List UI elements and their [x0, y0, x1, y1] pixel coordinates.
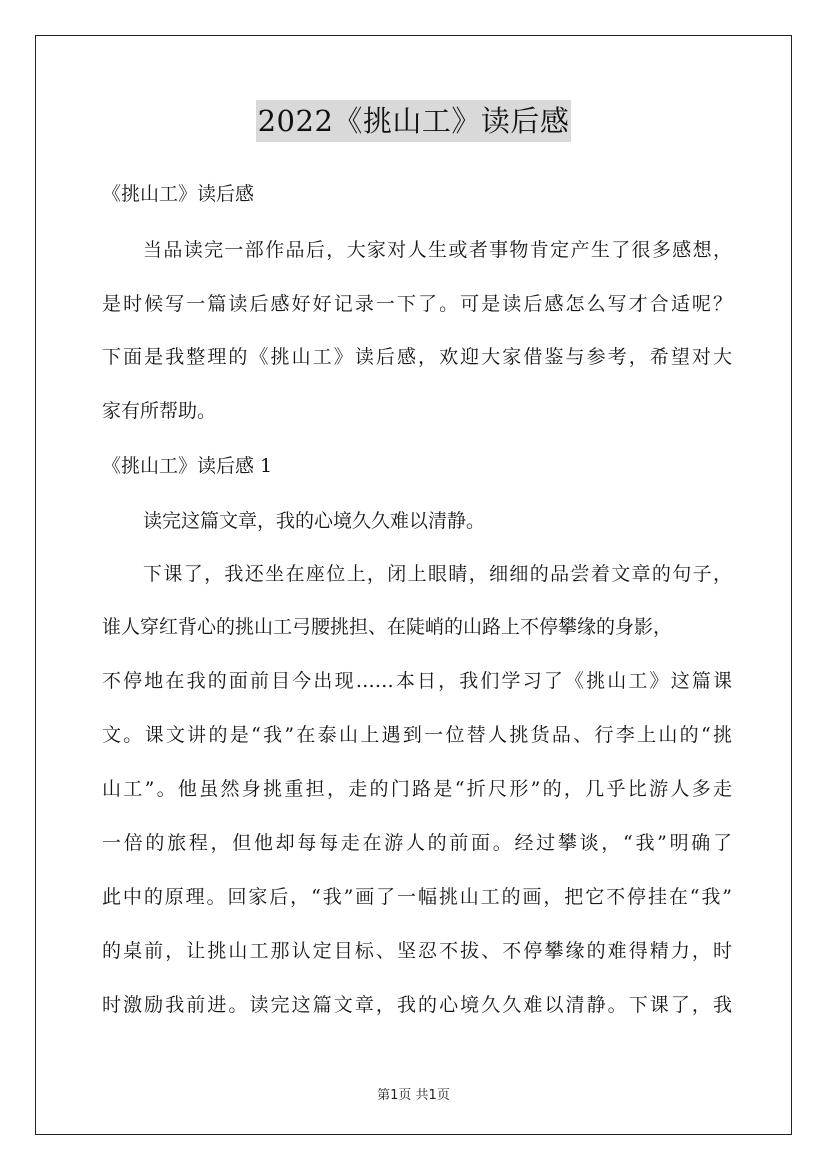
- paragraph-2-line-4: 文。课文讲的是“我”在泰山上遇到一位替人挑货品、行李上山的“挑: [102, 724, 732, 746]
- paragraph-2-line-2: 谁人穿红背心的挑山工弓腰挑担、在陡峭的山路上不停攀缘的身影，: [102, 616, 673, 638]
- paragraph-2-line-5: 山工”。他虽然身挑重担，走的门路是“折尺形”的，几乎比游人多走: [102, 778, 732, 800]
- paragraph-2-line-8: 的桌前，让挑山工那认定目标、坚忍不拔、不停攀缘的难得精力，时: [102, 940, 732, 962]
- subheading: 《挑山工》读后感: [102, 183, 255, 205]
- intro-line-2: 是时候写一篇读后感好好记录一下了。可是读后感怎么写才合适呢？: [102, 293, 732, 315]
- section-heading: 《挑山工》读后感 1: [102, 455, 273, 477]
- paragraph-2-line-7: 此中的原理。回家后，“我”画了一幅挑山工的画，把它不停挂在“我”: [102, 886, 732, 908]
- intro-line-3: 下面是我整理的《挑山工》读后感，欢迎大家借鉴与参考，希望对大: [102, 346, 732, 368]
- paragraph-2-line-3: 不停地在我的面前目今出现……本日，我们学习了《挑山工》这篇课: [102, 670, 732, 692]
- paragraph-2-line-6: 一倍的旅程，但他却每每走在游人的前面。经过攀谈，“我”明确了: [102, 832, 732, 854]
- paragraph-1: 读完这篇文章，我的心境久久难以清静。: [143, 510, 486, 532]
- page-footer: 第1页 共1页: [377, 1088, 450, 1103]
- intro-line-1: 当品读完一部作品后，大家对人生或者事物肯定产生了很多感想，: [143, 239, 732, 261]
- title-container: [0, 100, 827, 142]
- document-title: 2022《挑山工》读后感: [256, 100, 572, 142]
- paragraph-2-line-9: 时激励我前进。读完这篇文章，我的心境久久难以清静。下课了，我: [102, 994, 732, 1016]
- intro-line-4: 家有所帮助。: [102, 400, 217, 422]
- paragraph-2-line-1: 下课了，我还坐在座位上，闭上眼睛，细细的品尝着文章的句子，: [143, 563, 732, 585]
